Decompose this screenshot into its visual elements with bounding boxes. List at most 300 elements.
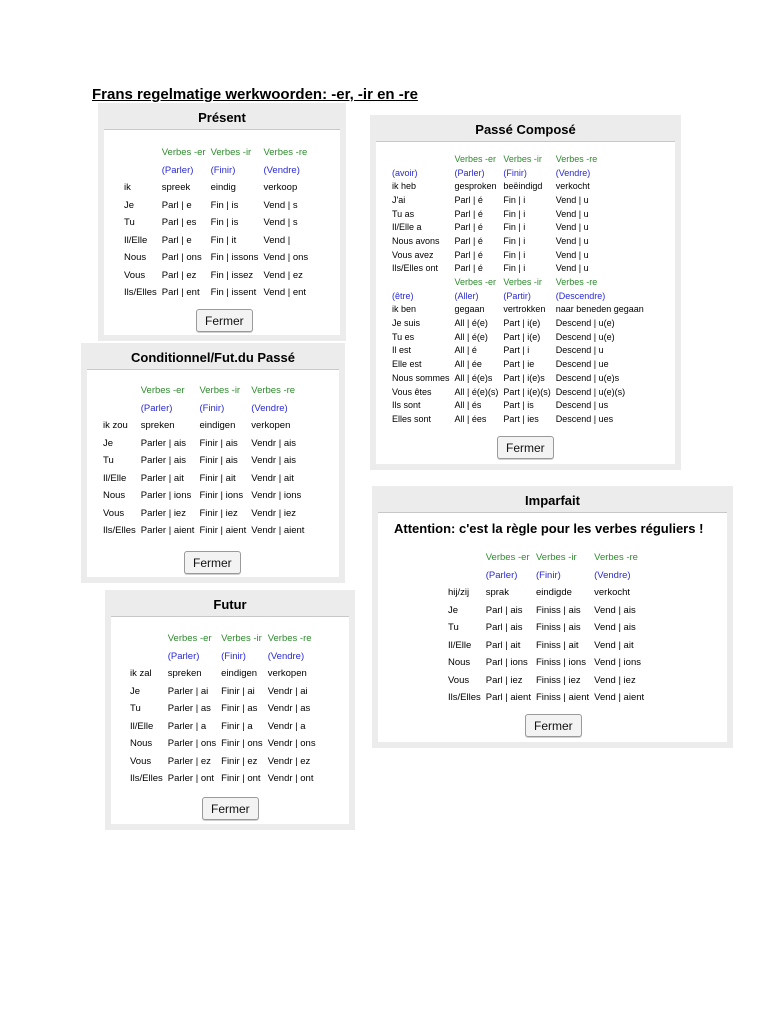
table-row-cell: Nous: [103, 490, 126, 502]
table-row-cell: Finir | ais: [199, 455, 238, 467]
passe-compose-body: [376, 142, 675, 464]
table-row-cell: Vend | ions: [594, 657, 641, 669]
table-row: [392, 179, 649, 193]
table-row-cell: Vend | u: [555, 249, 589, 260]
table-row-cell: All | é(e): [454, 331, 488, 342]
table-row-cell: Parler | ons: [167, 738, 217, 750]
header-row-cell: Verbes -er: [140, 385, 185, 397]
header-row-cell: (Aller): [454, 290, 479, 301]
attention-note: Attention: c'est la règle pour les verbes réguliers !: [394, 521, 704, 536]
table-row-cell: gesproken: [454, 181, 497, 192]
table-row: [130, 718, 321, 736]
passe-compose-panel: [370, 115, 681, 470]
header-row-cell: Verbes -re: [594, 552, 638, 564]
table-row-cell: Ils/Elles: [448, 692, 481, 704]
table-row-cell: Parl | ais: [485, 604, 523, 616]
header-row-cell: Verbes -ir: [221, 633, 262, 645]
table-row: [124, 249, 313, 267]
table-row-cell: Fin | i: [503, 249, 526, 260]
table-row: [448, 654, 649, 672]
table-row: [124, 179, 313, 197]
table-row-cell: ik ben: [392, 304, 417, 315]
table-row-cell: Parler | ai: [167, 685, 209, 697]
table-row: [392, 398, 649, 412]
table-row-cell: Finir | a: [221, 720, 253, 732]
table-row-cell: Vendr | aient: [251, 525, 305, 537]
table-row-cell: Vend | u: [555, 235, 589, 246]
table-row: [130, 665, 321, 683]
header-row-cell: Verbes -ir: [503, 277, 542, 288]
table-row-cell: Descend | ues: [555, 413, 614, 424]
header-row-cell: (Partir): [503, 290, 531, 301]
table-row-cell: Il est: [392, 345, 412, 356]
table-row-cell: Vend | s: [263, 217, 298, 229]
table-row-cell: Parl | aient: [485, 692, 531, 704]
header-row-cell: Verbes -ir: [535, 552, 577, 564]
table-row-cell: Parl | é: [454, 194, 483, 205]
table-row-cell: Tu es: [392, 331, 415, 342]
table-row-cell: Vendr | ez: [267, 755, 311, 767]
table-row-cell: Finiss | ait: [535, 639, 579, 651]
header-row: [130, 648, 321, 666]
table-row: [103, 470, 309, 488]
conditionnel-panel: [81, 343, 345, 583]
table-row: [448, 602, 649, 620]
table-row-cell: ik zal: [130, 668, 152, 680]
table-row-cell: Tu: [130, 703, 141, 715]
table-row-cell: Vend | u: [555, 263, 589, 274]
table-row-cell: Parler | a: [167, 720, 207, 732]
table-row-cell: eindig: [210, 182, 236, 194]
table-row-cell: Vous êtes: [392, 386, 432, 397]
header-row-cell: Verbes -re: [555, 153, 598, 164]
table-row-cell: Descend | us: [555, 400, 609, 411]
table-row-cell: Fin | i: [503, 194, 526, 205]
table-row: [448, 584, 649, 602]
table-row-cell: Vous: [130, 755, 152, 767]
table-row-cell: All | ée: [454, 359, 482, 370]
table-row-cell: Finir | as: [221, 703, 258, 715]
table-row-cell: Il/Elle: [130, 720, 154, 732]
conditionnel-body: [87, 370, 339, 577]
table-row-cell: Fin | issent: [210, 287, 257, 299]
table-row: [392, 303, 649, 317]
futur-title: Futur: [111, 594, 349, 617]
table-row: [392, 385, 649, 399]
table-row-cell: Descend | u(e)s: [555, 372, 620, 383]
table-row-cell: All | é(e): [454, 318, 488, 329]
header-row-cell: (Vendre): [267, 650, 305, 662]
table-row-cell: Parler | ez: [167, 755, 211, 767]
table-row-cell: Vend | ez: [263, 269, 303, 281]
futur-body: [111, 617, 349, 824]
table-row-cell: Finiss | ions: [535, 657, 586, 669]
table-row: [392, 357, 649, 371]
table-row-cell: Nous avons: [392, 235, 440, 246]
table-row-cell: Tu: [448, 622, 459, 634]
table-row-cell: Ils sont: [392, 400, 421, 411]
header-row-cell: (avoir): [392, 167, 418, 178]
table-row-cell: Ils/Elles: [130, 773, 163, 785]
table-row: [130, 735, 321, 753]
table-row-cell: eindigen: [199, 420, 236, 432]
table-row-cell: Ils/Elles: [124, 287, 157, 299]
table-row-cell: Vend | ait: [594, 639, 634, 651]
header-row-cell: [130, 648, 168, 666]
table-row-cell: Vendr | ais: [251, 455, 296, 467]
table-row-cell: ik: [124, 182, 131, 194]
header-row-cell: (Parler): [485, 569, 518, 581]
table-row-cell: Parler | ions: [140, 490, 192, 502]
table-row-cell: All | é(e)(s): [454, 386, 499, 397]
table-row-cell: Je: [103, 437, 114, 449]
header-row-cell: (Parler): [167, 650, 200, 662]
header-row: [448, 567, 649, 585]
table-row: [130, 753, 321, 771]
header-row-cell: (Vendre): [263, 164, 300, 176]
present-title: Présent: [104, 107, 340, 130]
header-row-cell: (Vendre): [251, 402, 288, 414]
table-row-cell: Finir | ai: [221, 685, 255, 697]
header-row-cell: (Parler): [454, 167, 485, 178]
table-row-cell: eindigde: [535, 587, 572, 599]
table-row-cell: beëindigd: [503, 181, 543, 192]
header-row-cell: [124, 144, 162, 162]
table-row-cell: Finir | ais: [199, 437, 238, 449]
table-row-cell: Finiss | ais: [535, 622, 581, 634]
table-row-cell: Parler | aient: [140, 525, 195, 537]
table-row-cell: Nous: [448, 657, 471, 669]
table-row-cell: Parl | ez: [161, 269, 197, 281]
table-row-cell: Parl | é: [454, 263, 483, 274]
table-row-cell: Finir | ait: [199, 472, 236, 484]
header-row-cell: [103, 400, 141, 418]
table-row-cell: Il/Elle: [103, 472, 127, 484]
header-row: [392, 152, 649, 166]
document-title: Frans regelmatige werkwoorden: -er, -ir en -re: [92, 86, 418, 103]
table-row-cell: Part | ies: [503, 413, 539, 424]
table-row-cell: Parl | iez: [485, 674, 523, 686]
header-row-cell: (Finir): [503, 167, 527, 178]
table-row-cell: Descend | u(e)(s): [555, 386, 626, 397]
table-row-cell: Nous: [130, 738, 153, 750]
table-row-cell: Fin | it: [210, 234, 237, 246]
table-row-cell: Part | i: [503, 345, 530, 356]
futur-table: [130, 630, 321, 788]
header-row: [448, 549, 649, 567]
table-row-cell: Part | i(e): [503, 331, 541, 342]
table-row: [448, 672, 649, 690]
table-row-cell: Fin | is: [210, 217, 239, 229]
table-row: [124, 232, 313, 250]
table-row-cell: Parl | ait: [485, 639, 521, 651]
table-row-cell: Parl | é: [454, 235, 483, 246]
table-row-cell: Vous: [448, 674, 470, 686]
passe-compose-table: [392, 152, 649, 426]
conditionnel-table: [103, 382, 309, 540]
table-row-cell: Descend | u: [555, 345, 604, 356]
table-row-cell: Parler | ont: [167, 773, 215, 785]
table-row-cell: Vend |: [263, 234, 291, 246]
header-row-cell: [124, 162, 162, 180]
futur-panel: [105, 590, 355, 830]
header-row-cell: (Descendre): [555, 290, 606, 301]
table-row-cell: spreek: [161, 182, 191, 194]
table-row-cell: Vend | iez: [594, 674, 636, 686]
header-row-cell: (Vendre): [555, 167, 591, 178]
header-row: [124, 144, 313, 162]
table-row: [124, 214, 313, 232]
table-row: [130, 683, 321, 701]
table-row: [103, 487, 309, 505]
table-row-cell: eindigen: [221, 668, 258, 680]
table-row-cell: Vendr | ons: [267, 738, 316, 750]
imparfait-body: [378, 513, 727, 742]
imparfait-close-button[interactable]: Fermer: [525, 714, 582, 737]
table-row-cell: Descend | u(e): [555, 318, 615, 329]
table-row-cell: Fin | i: [503, 263, 526, 274]
table-row-cell: spreken: [167, 668, 202, 680]
table-row-cell: J'ai: [392, 194, 406, 205]
header-row: [130, 630, 321, 648]
table-row: [392, 220, 649, 234]
table-row-cell: Il/Elle: [448, 639, 472, 651]
table-row-cell: verkocht: [594, 587, 631, 599]
table-row-cell: vertrokken: [503, 304, 546, 315]
table-row-cell: Fin | is: [210, 199, 239, 211]
table-row: [448, 619, 649, 637]
conditionnel-title: Conditionnel/Fut.du Passé: [87, 347, 339, 370]
table-row-cell: Vendr | a: [267, 720, 306, 732]
header-row: [392, 289, 649, 303]
table-row: [130, 700, 321, 718]
table-row-cell: Fin | issons: [210, 252, 259, 264]
table-row-cell: Part | i(e)s: [503, 372, 545, 383]
futur-close-button[interactable]: Fermer: [202, 797, 259, 820]
header-row-cell: [448, 549, 486, 567]
table-row-cell: Vend | u: [555, 222, 589, 233]
header-row-cell: Verbes -er: [167, 633, 212, 645]
table-row-cell: All | ées: [454, 413, 487, 424]
table-row-cell: Vendr | ais: [251, 437, 296, 449]
table-row-cell: Parl | ons: [161, 252, 202, 264]
table-row-cell: Je: [130, 685, 141, 697]
table-row-cell: All | é(e)s: [454, 372, 493, 383]
table-row-cell: hij/zij: [448, 587, 470, 599]
header-row-cell: Verbes -er: [454, 277, 497, 288]
table-row-cell: Finir | ions: [199, 490, 244, 502]
header-row-cell: Verbes -re: [263, 147, 308, 159]
table-row: [392, 371, 649, 385]
table-row-cell: naar beneden gegaan: [555, 304, 644, 315]
table-row-cell: Finir | ont: [221, 773, 261, 785]
header-row-cell: Verbes -ir: [210, 147, 252, 159]
table-row-cell: Vendr | ont: [267, 773, 314, 785]
table-row-cell: Parl | es: [161, 217, 197, 229]
imparfait-title: Imparfait: [378, 490, 727, 513]
table-row: [448, 637, 649, 655]
table-row-cell: Parl | é: [454, 249, 483, 260]
table-row-cell: Je suis: [392, 318, 421, 329]
present-panel: [98, 103, 346, 341]
table-row-cell: spreken: [140, 420, 175, 432]
table-row-cell: Il/Elle a: [392, 222, 422, 233]
table-row-cell: Finir | iez: [199, 507, 238, 519]
header-row-cell: (Vendre): [594, 569, 631, 581]
header-row: [124, 162, 313, 180]
table-row-cell: gegaan: [454, 304, 485, 315]
header-row-cell: (Finir): [199, 402, 225, 414]
table-row: [392, 344, 649, 358]
table-row-cell: Parl | ent: [161, 287, 200, 299]
table-row-cell: ik heb: [392, 181, 417, 192]
table-row-cell: Vous: [124, 269, 146, 281]
table-row-cell: Parler | ais: [140, 437, 186, 449]
table-row-cell: Vend | aient: [594, 692, 645, 704]
table-row: [392, 262, 649, 276]
conditionnel-close-button[interactable]: Fermer: [184, 551, 241, 574]
table-row: [130, 770, 321, 788]
header-row-cell: (Finir): [535, 569, 561, 581]
header-row-cell: (Finir): [221, 650, 246, 662]
header-row-cell: (Parler): [140, 402, 173, 414]
imparfait-table: [448, 549, 649, 707]
table-row: [124, 197, 313, 215]
header-row-cell: [392, 275, 455, 289]
header-row: [103, 400, 309, 418]
table-row-cell: verkoop: [263, 182, 298, 194]
table-row-cell: Vend | u: [555, 208, 589, 219]
table-row-cell: Elles sont: [392, 413, 432, 424]
table-row: [392, 248, 649, 262]
table-row-cell: Finir | ez: [221, 755, 258, 767]
header-row-cell: (Parler): [161, 164, 194, 176]
table-row-cell: Parl | e: [161, 199, 192, 211]
table-row-cell: Vend | s: [263, 199, 298, 211]
table-row-cell: Elle est: [392, 359, 422, 370]
table-row-cell: Part | i(e): [503, 318, 541, 329]
table-row-cell: Finiss | iez: [535, 674, 581, 686]
present-close-button[interactable]: Fermer: [196, 309, 253, 332]
table-row: [103, 435, 309, 453]
header-row-cell: [130, 630, 168, 648]
header-row-cell: [448, 567, 486, 585]
table-row-cell: Parler | ait: [140, 472, 184, 484]
table-row-cell: Vend | ais: [594, 604, 636, 616]
header-row-cell: Verbes -re: [267, 633, 312, 645]
table-row-cell: verkopen: [267, 668, 307, 680]
table-row-cell: Vend | ais: [594, 622, 636, 634]
table-row-cell: Finiss | ais: [535, 604, 581, 616]
table-row: [392, 193, 649, 207]
table-row-cell: All | és: [454, 400, 482, 411]
header-row-cell: (être): [392, 290, 414, 301]
table-row: [392, 330, 649, 344]
table-row-cell: Vendr | ions: [251, 490, 302, 502]
table-row-cell: verkopen: [251, 420, 291, 432]
table-row-cell: Nous: [124, 252, 147, 264]
table-row-cell: Part | ie: [503, 359, 535, 370]
table-row: [392, 316, 649, 330]
table-row-cell: Parl | ais: [485, 622, 523, 634]
header-row: [392, 166, 649, 180]
present-table: [124, 144, 313, 302]
table-row-cell: Fin | i: [503, 222, 526, 233]
table-row-cell: Vendr | as: [267, 703, 311, 715]
header-row-cell: Verbes -re: [555, 277, 598, 288]
table-row-cell: ik zou: [103, 420, 128, 432]
table-row-cell: Vend | u: [555, 194, 589, 205]
table-row-cell: Tu as: [392, 208, 415, 219]
header-row-cell: [392, 152, 455, 166]
table-row-cell: Vous avez: [392, 249, 434, 260]
table-row: [103, 505, 309, 523]
table-row: [103, 522, 309, 540]
table-row-cell: sprak: [485, 587, 509, 599]
table-row: [124, 267, 313, 285]
header-row-cell: Verbes -ir: [503, 153, 542, 164]
header-row: [392, 275, 649, 289]
table-row: [392, 412, 649, 426]
table-row-cell: Parler | ais: [140, 455, 186, 467]
header-row-cell: (Finir): [210, 164, 236, 176]
table-row-cell: Nous sommes: [392, 372, 450, 383]
table-row-cell: Parl | é: [454, 222, 483, 233]
table-row-cell: Part | is: [503, 400, 534, 411]
header-row-cell: Verbes -er: [454, 153, 497, 164]
table-row-cell: Fin | i: [503, 235, 526, 246]
header-row-cell: Verbes -re: [251, 385, 296, 397]
table-row-cell: verkocht: [555, 181, 590, 192]
table-row-cell: Fin | issez: [210, 269, 254, 281]
table-row-cell: Il/Elle: [124, 234, 148, 246]
table-row-cell: Fin | i: [503, 208, 526, 219]
table-row-cell: Parler | iez: [140, 507, 186, 519]
table-row-cell: Ils/Elles ont: [392, 263, 439, 274]
table-row: [392, 234, 649, 248]
imparfait-panel: [372, 486, 733, 748]
table-row-cell: Parl | e: [161, 234, 192, 246]
table-row-cell: Tu: [124, 217, 135, 229]
passe-compose-title: Passé Composé: [376, 119, 675, 142]
table-row-cell: Descend | u(e): [555, 331, 615, 342]
table-row-cell: Part | i(e)(s): [503, 386, 551, 397]
header-row-cell: Verbes -er: [485, 552, 530, 564]
table-row-cell: Vend | ent: [263, 287, 307, 299]
present-body: [104, 130, 340, 335]
table-row-cell: Ils/Elles: [103, 525, 136, 537]
header-row: [103, 382, 309, 400]
table-row-cell: Je: [448, 604, 459, 616]
table-row-cell: Finir | ons: [221, 738, 263, 750]
table-row: [103, 417, 309, 435]
passe-compose-close-button[interactable]: Fermer: [497, 436, 554, 459]
table-row: [124, 284, 313, 302]
table-row-cell: Vous: [103, 507, 125, 519]
table-row: [392, 207, 649, 221]
table-row-cell: Vendr | ai: [267, 685, 308, 697]
table-row-cell: Parl | é: [454, 208, 483, 219]
table-row-cell: Finiss | aient: [535, 692, 590, 704]
table-row-cell: Vendr | iez: [251, 507, 296, 519]
header-row-cell: Verbes -er: [161, 147, 206, 159]
table-row-cell: Vend | ons: [263, 252, 309, 264]
table-row-cell: Vendr | ait: [251, 472, 294, 484]
table-row-cell: Parler | as: [167, 703, 211, 715]
table-row-cell: Tu: [103, 455, 114, 467]
table-row: [103, 452, 309, 470]
table-row: [448, 689, 649, 707]
